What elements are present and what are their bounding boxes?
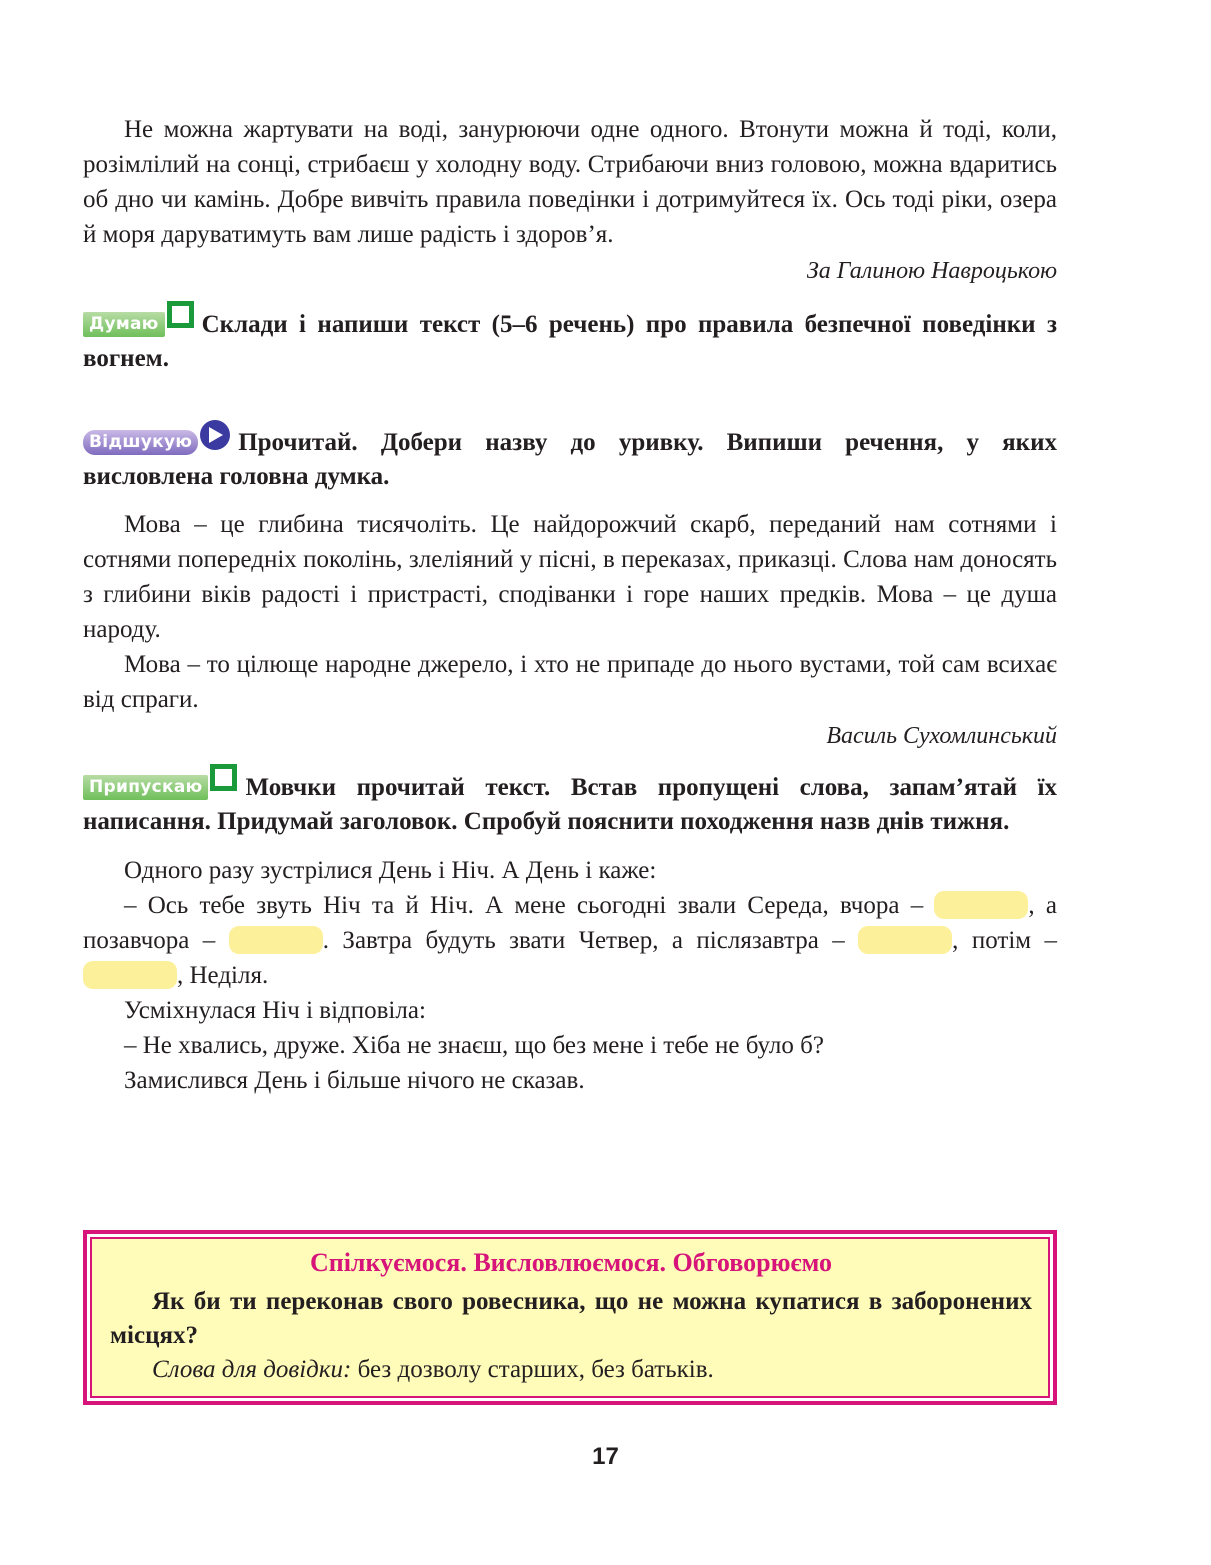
discussion-box [83,1230,1057,1405]
task-suppose-text: Мовчки прочитай текст. Встав пропущені слова, запам’ятай їх написання. Придумай заголовок. Спробуй пояснити походження назв днів тижня. [83,774,1057,835]
blank-field[interactable] [83,961,177,989]
story-line-1: Одного разу зустрілися День і Ніч. А День і каже: [124,857,657,884]
story-text: , Неділя. [177,962,269,989]
intro-author: За Галиною Навроцькою [806,258,1057,284]
story-line-2 [83,888,1057,993]
square-icon [167,301,194,328]
quote-paragraph-1: Мова – це глибина тисячоліть. Це найдорожчий скарб, переданий нам сотнями і сотнями попередніх поколінь, злеліяний у пісні, в переказах, приказці. Слова нам доносять з глибини віків радості і пристрасті, сподіванки і горе наших предків. Мова – це душа народу. [83,511,1057,643]
square-icon [210,764,237,791]
hint-label: Слова для довідки: [152,1356,352,1383]
story-line-5: Замислився День і більше нічого не сказав. [124,1067,585,1094]
task-search-text: Прочитай. Добери назву до уривку. Випиши речення, у яких висловлена головна думка. [83,429,1057,490]
page-content [83,112,1057,1098]
task-think [83,301,1057,376]
blank-field[interactable] [934,891,1028,919]
task-think-text: Склади і напиши текст (5–6 речень) про правила безпечної поведінки з вогнем. [83,311,1057,372]
intro-paragraph: Не можна жартувати на воді, занурюючи одне одного. Втонути можна й тоді, коли, розімлілий на сонці, стрибаєш у холодну воду. Стрибаючи вниз головою, можна вдаритись об дно чи камінь. Добре вивчіть правила поведінки і дотримуйтеся їх. Ось тоді ріки, озера й моря даруватимуть вам лише радість і здоров’я. [83,116,1057,248]
story-text: – Ось тебе звуть Ніч та й Ніч. А мене сьогодні звали Середа, вчора – [124,892,924,919]
page-number: 17 [592,1443,619,1470]
discussion-hint [110,1353,1032,1387]
blank-field[interactable] [858,926,952,954]
quote-paragraph-2: Мова – то цілюще народне джерело, і хто не припаде до нього вустами, той сам всихає від спраги. [83,651,1057,713]
task-suppose [83,764,1057,839]
discussion-title: Спілкуємося. Висловлюємося. Обговорюємо [309,1248,833,1277]
blank-field[interactable] [229,926,323,954]
discussion-box-inner [90,1237,1050,1398]
story-line-4: – Не хвались, друже. Хіба не знаєш, що без мене і тебе не було б? [124,1032,824,1059]
story-text: . Завтра будуть звати Четвер, а післязавтра – [322,927,845,954]
story-text: , а позавчора – [83,892,1057,954]
badge-search: Відшукую [83,430,198,455]
discussion-question: Як би ти переконав свого ровесника, що не можна купатися в заборонених місцях? [110,1288,1032,1349]
task-search [83,420,1057,494]
quote-author: Василь Сухомлинський [826,723,1057,749]
story-text: , потім – [952,927,1058,954]
hint-text: без дозволу старших, без батьків. [351,1356,714,1383]
badge-suppose: Припускаю [83,775,208,800]
play-icon [200,420,230,450]
badge-think: Думаю [83,312,165,337]
story-line-3: Усміхнулася Ніч і відповіла: [124,997,426,1024]
